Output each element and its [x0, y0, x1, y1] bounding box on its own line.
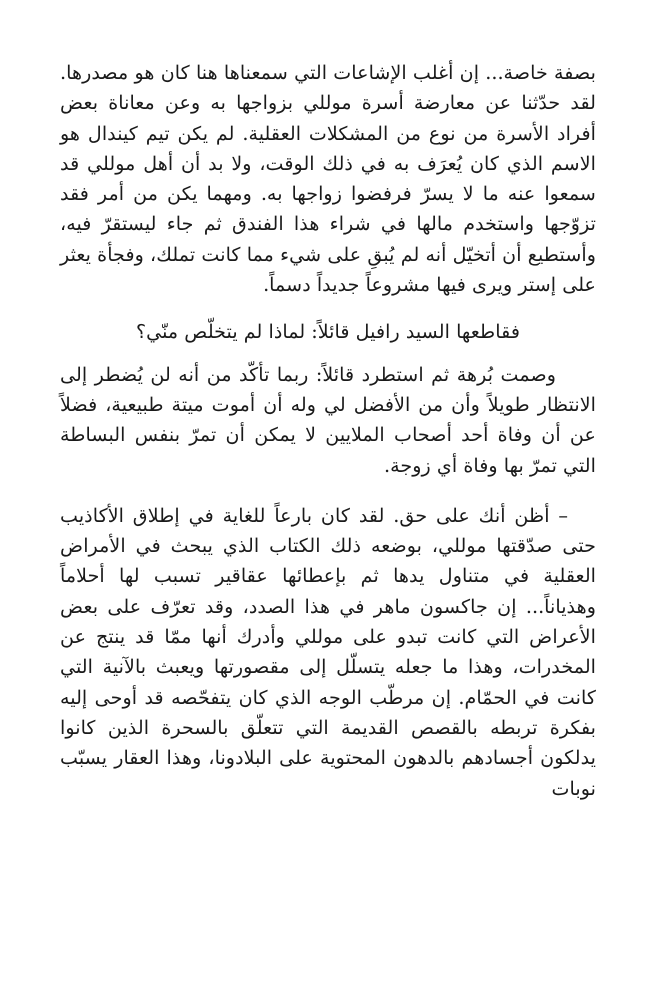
paragraph-reply: – أظن أنك على حق. لقد كان بارعاً للغاية في إطلاق الأكاذيب حتى صدّقتها موللي، بوضعه ذلك الكتاب الذي يبحث في الأمراض العقلية في متناول يدها ثم بإعطائها عقاقير تسبب لها أحلاماً وهذياناً... إن جاكسون ماهر في هذا الصدد، وقد تعرّف على بعض الأعراض التي كانت تبدو على موللي وأدرك أنها ممّا قد ينتج عن المخدرات، وهذا ما جعله يتسلّل إلى مقصورتها ويعبث بالآنية التي كانت في الحمّام. إن مرطّب الوجه الذي كان يتفحّصه قد أوحى إليه بفكرة تربطه بالقصص القديمة التي تتعلّق بالسحرة الذين كانوا يدلكون أجسادهم بالدهون المحتوية على البلادونا، وهذا العقار يسبّب نوبات	[60, 503, 596, 800]
paragraph-interruption: فقاطعها السيد رافيل قائلاً: لماذا لم يتخلّص منّي؟	[135, 320, 521, 344]
paragraph-rumors: بصفة خاصة... إن أغلب الإشاعات التي سمعناها هنا كان هو مصدرها. لقد حدّثنا عن معارضة أسرة موللي بزواجها به وعن معاناة بعض أفراد الأسرة من نوع من المشكلات العقلية. لم يكن تيم كيندال هو الاسم الذي كان يُعرَف به في ذلك الوقت، ولا بد أن أهل موللي قد سمعوا عنه ما لا يسرّ فرفضوا زواجها به. ومهما يكن من أمر فقد تزوّجها واستخدم مالها في شراء هذا الفندق ثم جاء ليستقرّ فيه، وأستطيع أن أتخيّل أنه لم يُبقِ على شيء مما كانت تملك، وفجأة يعثر على إستر ويرى فيها مشروعاً جديداً دسماً.	[60, 61, 596, 297]
book-page	[60, 58, 596, 804]
paragraph-pause: وصمت بُرهة ثم استطرد قائلاً: ربما تأكّد من أنه لن يُضطر إلى الانتظار طويلاً وأن من الأفضل لي وله أن أموت ميتة طبيعية، فضلاً عن أن وفاة أحد أصحاب الملايين لا يمكن أن تمرّ بنفس البساطة التي تمرّ بها وفاة أي زوجة.	[60, 362, 596, 477]
